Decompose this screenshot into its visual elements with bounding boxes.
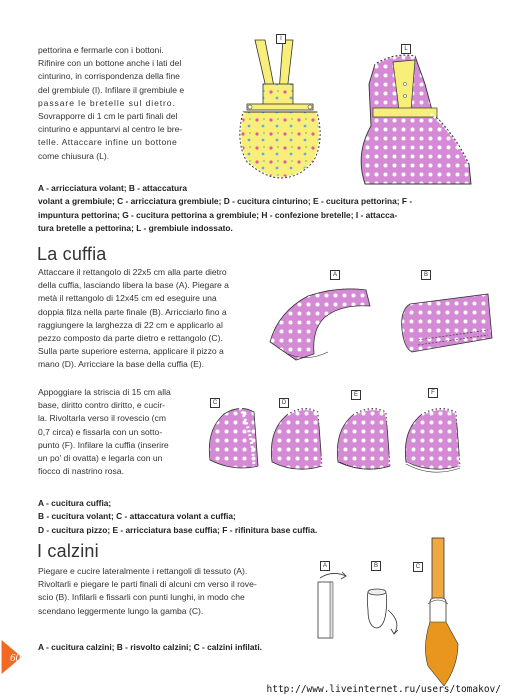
figure-label-apron-l: L [401, 44, 411, 54]
source-url-watermark[interactable]: http://www.liveinternet.ru/users/tomakov/ [266, 684, 501, 695]
bonnet-step-e-illustration [332, 400, 398, 478]
intro-line: cinturino, in corrispondenza della fine [38, 71, 180, 82]
figure-label-sock-a: A [320, 561, 330, 571]
sock-step-b-illustration [358, 580, 404, 640]
cuffia-line: fiocco di nastrino rosa. [38, 466, 124, 477]
figure-label-sock-c: C [413, 562, 423, 572]
caption-line: A - cucitura cuffia; [38, 498, 112, 508]
bonnet-step-a-illustration [268, 282, 378, 364]
intro-line: pettorina e fermarle con i bottoni. [38, 45, 164, 55]
caption-line: B - cucitura volant; C - attaccatura volant a cuffia; [38, 511, 236, 522]
intro-line: passare le bretelle sul dietro. [38, 97, 176, 108]
apron-worn-illustration [345, 44, 475, 186]
intro-line: Rifinire con un bottone anche i lati del [38, 58, 182, 69]
cuffia-line: Appoggiare la striscia di 15 cm alla [38, 387, 171, 397]
bonnet-step-d-illustration [266, 400, 330, 478]
apron-caption [38, 182, 478, 236]
intro-line: Sovrapporre di 1 cm le parti finali del [38, 111, 178, 122]
cuffia-line: doppia filza nella parte finale (B). Arricciarlo fino a [38, 306, 227, 317]
figure-label-apron-i: I [276, 34, 286, 44]
calzini-caption: A - cucitura calzini; B - risvolto calzini; C - calzini infilati. [38, 642, 262, 652]
sock-step-a-illustration [312, 570, 352, 642]
bonnet-step-c-illustration [204, 400, 264, 478]
cuffia-paragraph-1 [38, 266, 278, 372]
cuffia-line: Sulla parte superiore esterna, applicare il pizzo a [38, 346, 224, 357]
figure-label-bonnet-f: F [428, 388, 438, 398]
sock-step-c-illustration [418, 536, 468, 688]
cuffia-line: metà il rettangolo di 12x45 cm ed eseguire una [38, 293, 217, 304]
figure-label-sock-b: B [371, 561, 381, 571]
figure-label-bonnet-d: D [279, 398, 289, 408]
caption-line: D - cucitura pizzo; E - arricciatura base cuffia; F - rifinitura base cuffia. [38, 524, 318, 535]
cuffia-line: punto (F). Infilare la cuffia (inserire [38, 439, 169, 450]
bonnet-step-f-illustration [400, 400, 468, 480]
apron-illustration [225, 32, 335, 184]
intro-line: cinturino e appuntarvi al centro le bre- [38, 124, 183, 135]
cuffia-caption [38, 497, 478, 537]
calzini-paragraph [38, 565, 313, 618]
figure-label-bonnet-a: A [330, 270, 340, 280]
page-number: 60 [10, 652, 21, 664]
calzini-line: scio (B). Infilarli e fissarli con punti lunghi, in modo che [38, 592, 245, 603]
cuffia-line: un po' di ovatta) e legarla con un [38, 453, 163, 464]
calzini-line: Rivoltarli e piegare le parti finali di alcuni cm verso il rove- [38, 579, 257, 590]
section-title-cuffia: La cuffia [37, 244, 107, 264]
caption-line: A - arricciatura volant; B - attaccatura [38, 183, 188, 193]
figure-label-bonnet-e: E [351, 390, 361, 400]
cuffia-line: raggiungere la larghezza di 22 cm e applicarlo al [38, 319, 223, 330]
cuffia-line: pezzo composto da parte dietro e rettangolo (C). [38, 333, 223, 344]
intro-line: telle. Attaccare infine un bottone [38, 137, 178, 148]
cuffia-line: 0,7 circa) e fissarla con un sotto- [38, 426, 163, 437]
cuffia-line: la. Rivoltarla verso il rovescio (cm [38, 413, 166, 424]
cuffia-line: Attaccare il rettangolo di 22x5 cm alla parte dietro [38, 267, 227, 277]
section-title-calzini: I calzini [37, 541, 99, 561]
bonnet-step-b-illustration [398, 290, 496, 356]
figure-label-bonnet-b: B [421, 270, 431, 280]
cuffia-line: mano (D). Arricciare la base della cuffia (E). [38, 359, 205, 370]
cuffia-line: della cuffia, lasciando libera la base (A). Piegare a [38, 280, 229, 291]
cuffia-paragraph-2 [38, 386, 198, 478]
intro-line: come chiusura (L). [38, 150, 110, 161]
caption-line: impuntura pettorina; G - cucitura pettorina a grembiule; H - confezione bretelle; I - attacca- [38, 209, 398, 220]
calzini-line: Piegare e cucire lateralmente i rettangoli di tessuto (A). [38, 566, 248, 576]
intro-paragraph [38, 44, 223, 163]
caption-line: volant a grembiule; C - arricciatura grembiule; D - cucitura cinturino; E - cucitura pettorina; F - [38, 196, 413, 207]
figure-label-bonnet-c: C [210, 398, 220, 408]
cuffia-line: base, diritto contro diritto, e cucir- [38, 400, 166, 411]
calzini-line: scendano leggermente lungo la gamba (C). [38, 605, 204, 616]
caption-line: tura bretelle a pettorina; L - grembiule indossato. [38, 223, 233, 234]
intro-line: del grembiule (I). Infilare il grembiule e [38, 84, 185, 95]
